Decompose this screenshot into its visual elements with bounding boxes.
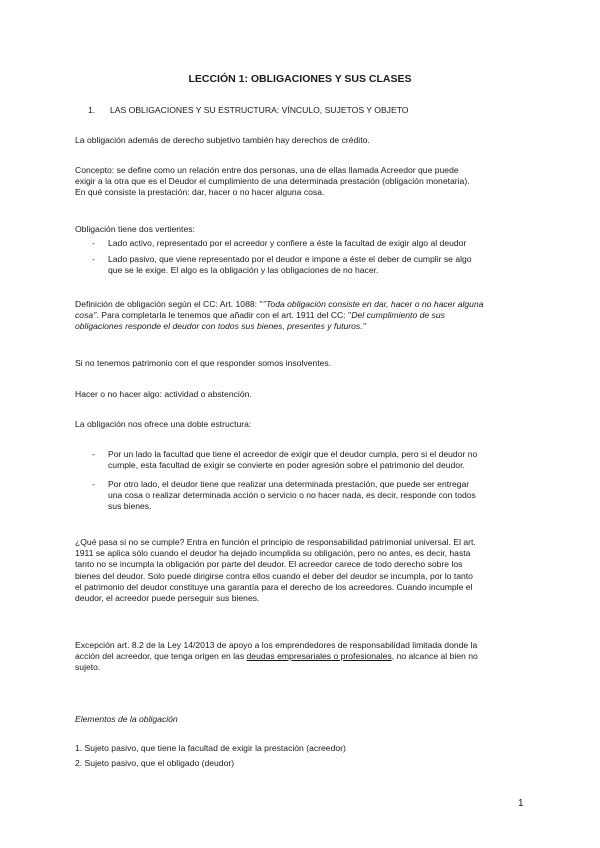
incumple-paragraph bbox=[75, 537, 530, 604]
vertientes-item-pasivo-line-1: Lado pasivo, que viene representado por el deudor e impone a éste el deber de cumplir se algo bbox=[108, 254, 472, 264]
estructura-item-2-line-3: sus bienes. bbox=[108, 501, 152, 512]
page-title: LECCIÓN 1: OBLIGACIONES Y SUS CLASES bbox=[188, 73, 412, 85]
definicion-line-1-quote: ''Toda obligación consiste en dar, hacer o no hacer alguna bbox=[262, 299, 484, 309]
elementos-heading-text: Elementos de la obligación bbox=[75, 714, 178, 724]
vertientes-item-activo bbox=[92, 238, 532, 249]
vertientes-item-pasivo-line-2: que se le exige. El algo es la obligación y las obligaciones de no hacer. bbox=[108, 265, 379, 276]
estructura-item-1 bbox=[92, 449, 532, 471]
vertientes-item-activo-text: Lado activo, representado por el acreedor y confiere a éste la facultad de exigir algo al deudor bbox=[108, 238, 467, 248]
elementos-item-2: 2. Sujeto pasivo, que el obligado (deudor) bbox=[75, 758, 235, 768]
incumple-line-3: tanto no se incumpla la obligación por parte del deudor. El acreedor carece de todo derecho sobre los bbox=[75, 559, 463, 570]
excepcion-line-1: Excepción art. 8.2 de la Ley 14/2013 de apoyo a los emprendedores de responsabilidad limitada donde la bbox=[75, 640, 478, 650]
incumple-line-1: ¿Qué pasa si no se cumple? Entra en función el principio de responsabilidad patrimonial universal. El art. bbox=[75, 537, 476, 547]
bullet-dash: - bbox=[92, 254, 95, 264]
incumple-line-2: 1911 se aplica sólo cuando el deudor ha dejado incumplida su obligación, pero no antes, es decir, hasta bbox=[75, 548, 471, 559]
estructura-heading: La obligación nos ofrece una doble estructura: bbox=[75, 419, 252, 429]
incumple-line-4: bienes del deudor. Solo puede dirigirse contra ellos cuando el deber del deudor se incumpla, por lo tanto bbox=[75, 570, 473, 581]
vertientes-heading: Obligación tiene dos vertientes: bbox=[75, 224, 195, 234]
section-label: LAS OBLIGACIONES Y SU ESTRUCTURA: VÍNCULO, SUJETOS Y OBJETO bbox=[110, 105, 409, 115]
incumple-line-6: deudor, el acreedor puede perseguir sus bienes. bbox=[75, 592, 260, 603]
insolventes-paragraph: Si no tenemos patrimonio con el que responder somos insolventes. bbox=[75, 358, 332, 368]
definicion-paragraph bbox=[75, 299, 530, 333]
bullet-dash: - bbox=[92, 449, 95, 459]
concepto-line-3: En qué consiste la prestación: dar, hacer o no hacer alguna cosa. bbox=[75, 187, 325, 198]
estructura-item-2-line-2: una cosa o realizar determinada acción o servicio o no hacer nada, es decir, responde con todos bbox=[108, 490, 476, 501]
estructura-item-1-line-2: cumple, esta facultad de exigir se convierte en poder agresión sobre el patrimonio del deudor. bbox=[108, 460, 465, 471]
incumple-line-5: el patrimonio del deudor constituye una garantía para el derecho de los acreedores. Cuando incumple el bbox=[75, 581, 473, 592]
definicion-line-2-quote-b: Del cumplimiento de sus bbox=[351, 310, 445, 321]
excepcion-line-2-a: acción del acreedor, que tenga origen en las bbox=[75, 651, 247, 662]
deudas-empresariales-link[interactable]: deudas empresariales o profesionales bbox=[246, 651, 392, 662]
definicion-line-2-quote: cosa'' bbox=[75, 310, 97, 321]
page-number: 1 bbox=[518, 798, 524, 809]
estructura-item-2-line-1: Por otro lado, el deudor tiene que realizar una determinada prestación, que puede ser entregar bbox=[108, 479, 470, 489]
bullet-dash: - bbox=[92, 479, 95, 489]
definicion-line-2-text: . Para completarla le tenemos que añadir con el art. 1911 del CC: '' bbox=[96, 310, 352, 321]
concepto-line-1: Concepto: se define como un relación entre dos personas, una de ellas llamada Acreedor que puede bbox=[75, 165, 459, 175]
concepto-line-2: exigir a la otra que es el Deudor el cumplimiento de una determinada prestación (obligación monetaria). bbox=[75, 176, 470, 187]
elementos-item-1: 1. Sujeto pasivo, que tiene la facultad de exigir la prestación (acreedor) bbox=[75, 743, 346, 753]
bullet-dash: - bbox=[92, 238, 95, 248]
section-heading bbox=[88, 105, 408, 116]
hacer-paragraph: Hacer o no hacer algo: actividad o abstención. bbox=[75, 389, 252, 399]
excepcion-line-3: sujeto. bbox=[75, 662, 101, 673]
elementos-heading bbox=[75, 714, 530, 725]
excepcion-line-2-b: , no alcance al bien no bbox=[391, 651, 478, 662]
estructura-item-1-line-1: Por un lado la facultad que tiene el acreedor de exigir que el deudor cumpla, pero si el deudor no bbox=[108, 449, 478, 459]
vertientes-item-pasivo bbox=[92, 254, 532, 276]
concepto-paragraph bbox=[75, 165, 530, 199]
estructura-item-2 bbox=[92, 479, 532, 513]
intro-paragraph: La obligación además de derecho subjetivo también hay derechos de crédito. bbox=[75, 135, 370, 145]
definicion-line-3-quote: obligaciones responde el deudor con todos sus bienes, presentes y futuros.'' bbox=[75, 321, 366, 332]
definicion-line-1-a: Definición de obligación según el CC: Art. 1088: '' bbox=[75, 299, 263, 309]
excepcion-paragraph bbox=[75, 640, 530, 674]
section-number: 1. bbox=[88, 105, 96, 115]
